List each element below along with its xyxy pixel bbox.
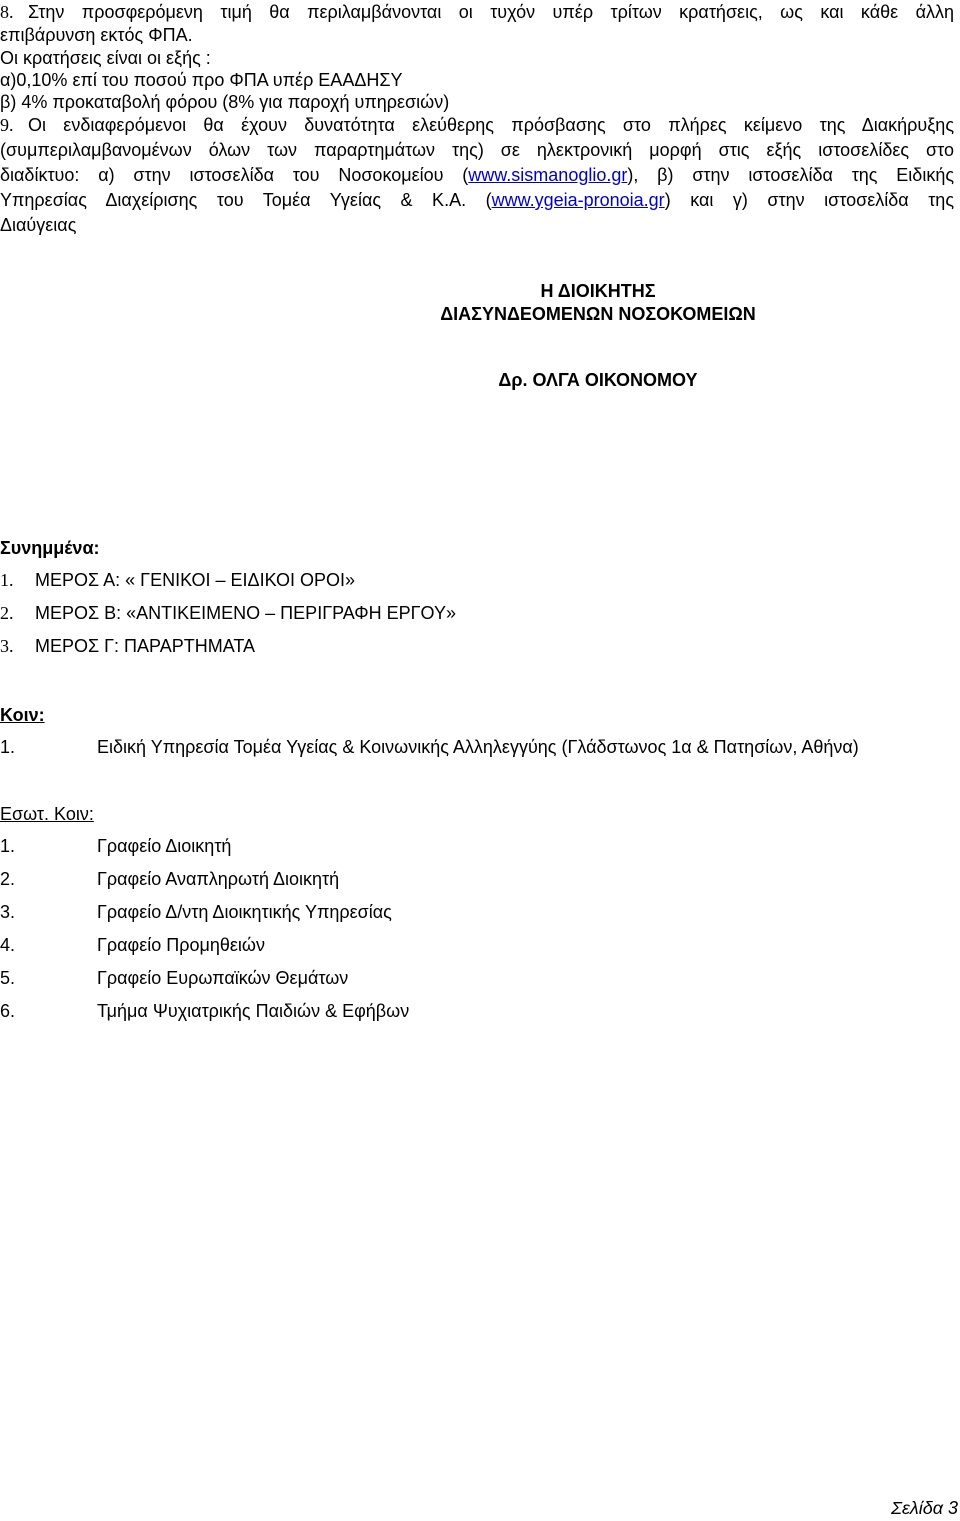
item-8-line-3: Οι κρατήσεις είναι οι εξής : xyxy=(0,48,211,68)
link-sismanoglio[interactable]: www.sismanoglio.gr xyxy=(468,165,628,185)
koin-item xyxy=(0,737,960,765)
item-9-line-2: (συμπεριλαμβανομένων όλων των παραρτημάτων της) σε ηλεκτρονική μορφή στις εξής ιστοσελίδες στο xyxy=(0,140,954,160)
attachment-item xyxy=(0,603,960,631)
attachment-text: ΜΕΡΟΣ Β: «ΑΝΤΙΚΕΙΜΕΝΟ – ΠΕΡΙΓΡΑΦΗ ΕΡΓΟΥ» xyxy=(35,603,456,623)
item-9-line-4 xyxy=(0,190,954,211)
attachments-heading: Συνημμένα: xyxy=(0,538,100,558)
signature-title-2: ΔΙΑΣΥΝΔΕΟΜΕΝΩΝ ΝΟΣΟΚΟΜΕΙΩΝ xyxy=(440,304,756,324)
esot-item xyxy=(0,902,960,930)
esot-item xyxy=(0,869,960,897)
item-8-line-4: α)0,10% επί του ποσού προ ΦΠΑ υπέρ ΕΑΑΔΗΣΥ xyxy=(0,70,403,90)
attachment-number: 3. xyxy=(0,636,14,656)
item-9-line-4-text-post: ) και γ) στην ιστοσελίδα της xyxy=(664,190,954,210)
item-8-line-5: β) 4% προκαταβολή φόρου (8% για παροχή υπηρεσιών) xyxy=(0,92,450,112)
esot-number: 2. xyxy=(0,869,16,889)
attachment-item xyxy=(0,570,960,598)
item-9-line-3 xyxy=(0,165,954,186)
item-9-line-5: Διαύγειας xyxy=(0,215,77,235)
esot-heading: Εσωτ. Κοιν: xyxy=(0,804,94,824)
attachment-text: ΜΕΡΟΣ Γ: ΠΑΡΑΡΤΗΜΑΤΑ xyxy=(35,636,256,656)
esot-text: Γραφείο Προμηθειών xyxy=(97,935,265,955)
koin-heading: Κοιν: xyxy=(0,705,45,725)
attachment-text: ΜΕΡΟΣ Α: « ΓΕΝΙΚΟΙ – ΕΙΔΙΚΟΙ ΟΡΟΙ» xyxy=(35,570,356,590)
esot-text: Γραφείο Δ/ντη Διοικητικής Υπηρεσίας xyxy=(97,902,392,922)
attachment-number: 1. xyxy=(0,570,14,590)
item-9-line-3-text-post: ), β) στην ιστοσελίδα της Ειδικής xyxy=(627,165,955,185)
item-8-line-2: επιβάρυνση εκτός ΦΠΑ. xyxy=(0,25,193,45)
attachment-item xyxy=(0,636,960,664)
esot-number: 6. xyxy=(0,1001,16,1021)
esot-number: 1. xyxy=(0,836,16,856)
esot-item xyxy=(0,968,960,996)
esot-item xyxy=(0,1001,960,1029)
esot-text: Γραφείο Διοικητή xyxy=(97,836,232,856)
link-ygeia-pronoia[interactable]: www.ygeia-pronoia.gr xyxy=(491,190,665,210)
item-8-number: 8. xyxy=(0,2,14,22)
esot-number: 5. xyxy=(0,968,16,988)
page-number: Σελίδα 3 xyxy=(891,1498,958,1518)
item-8-line-1: Στην προσφερόμενη τιμή θα περιλαμβάνονται οι τυχόν υπέρ τρίτων κρατήσεις, ως και κάθε άλλη xyxy=(28,2,954,22)
item-9-line-3-text: διαδίκτυο: α) στην ιστοσελίδα του Νοσοκομείου ( xyxy=(0,165,469,185)
signature-title-1: Η ΔΙΟΙΚΗΤΗΣ xyxy=(540,281,656,301)
item-9-line-1: Οι ενδιαφερόμενοι θα έχουν δυνατότητα ελεύθερης πρόσβασης στο πλήρες κείμενο της Διακήρυξης xyxy=(28,115,954,135)
koin-text: Ειδική Υπηρεσία Τομέα Υγείας & Κοινωνικής Αλληλεγγύης (Γλάδστωνος 1α & Πατησίων, Αθήνα) xyxy=(97,737,859,757)
signature-name: Δρ. ΟΛΓΑ ΟΙΚΟΝΟΜΟΥ xyxy=(498,370,698,390)
esot-item xyxy=(0,935,960,963)
esot-item xyxy=(0,836,960,864)
esot-text: Γραφείο Ευρωπαϊκών Θεμάτων xyxy=(97,968,349,988)
item-9-line-4-text: Υπηρεσίας Διαχείρισης του Τομέα Υγείας & Κ.Α. ( xyxy=(0,190,492,210)
item-9-number: 9. xyxy=(0,115,14,135)
esot-text: Τμήμα Ψυχιατρικής Παιδιών & Εφήβων xyxy=(97,1001,410,1021)
esot-text: Γραφείο Αναπληρωτή Διοικητή xyxy=(97,869,340,889)
koin-number: 1. xyxy=(0,737,16,757)
attachment-number: 2. xyxy=(0,603,14,623)
esot-number: 4. xyxy=(0,935,16,955)
esot-number: 3. xyxy=(0,902,16,922)
